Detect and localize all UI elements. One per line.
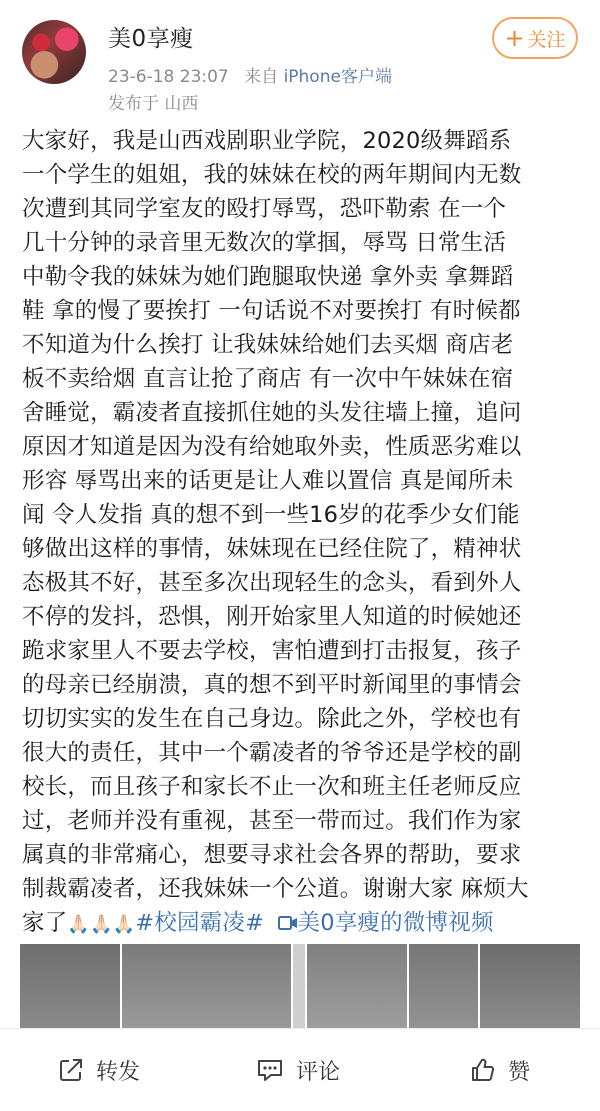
- post-body: [22, 124, 582, 940]
- post-text-line: 校长，而且孩子和家长不止一次和班主任老师反应: [22, 774, 522, 800]
- post-text-line: 态极其不好，甚至多次出现轻生的念头，看到外人: [22, 570, 522, 596]
- post-text-line: 过，老师并没有重视，甚至一带而过。我们作为家: [22, 808, 522, 834]
- image-thumbnail[interactable]: [122, 944, 291, 1028]
- follow-button[interactable]: [492, 17, 578, 59]
- repost-button[interactable]: [58, 1055, 140, 1085]
- comment-label: 评论: [296, 1059, 341, 1085]
- post-text-line: 中勒令我的妹妹为她们跑腿取快递 拿外卖 拿舞蹈: [22, 264, 514, 290]
- share-icon: [58, 1057, 84, 1083]
- post-last-line: [22, 906, 582, 940]
- video-link-icon: [278, 915, 298, 931]
- image-thumbnail[interactable]: [480, 944, 580, 1028]
- image-thumbnail[interactable]: [409, 944, 479, 1028]
- source-client[interactable]: iPhone客户端: [283, 67, 392, 87]
- comment-button[interactable]: [256, 1055, 340, 1085]
- post-text-line: 制裁霸凌者，还我妹妹一个公道。谢谢大家 麻烦大: [22, 876, 529, 902]
- video-link[interactable]: [278, 910, 494, 936]
- post-text-line: 板不卖给烟 直言让抢了商店 有一次中午妹妹在宿: [22, 366, 514, 392]
- like-button[interactable]: [470, 1055, 530, 1085]
- post-location: 发布于 山西: [108, 94, 199, 114]
- post-text-line: 形容 辱骂出来的话更是让人难以置信 真是闻所未: [22, 468, 514, 494]
- pray-emoji: 🙏🏻🙏🏻🙏🏻: [67, 914, 136, 935]
- post-text-line: 不知道为什么挨打 让我妹妹给她们去买烟 商店老: [22, 332, 514, 358]
- repost-label: 转发: [96, 1059, 141, 1085]
- post-text-line: 次遭到其同学室友的殴打辱骂，恐吓勒索 在一个: [22, 196, 507, 222]
- comment-icon: [256, 1057, 284, 1083]
- video-link-label: 美0享瘦的微博视频: [297, 910, 494, 936]
- follow-label: 关注: [527, 28, 566, 51]
- post-time: 23-6-18 23:07: [108, 67, 229, 87]
- like-label: 赞: [508, 1059, 531, 1085]
- post-text-line: 跪求家里人不要去学校，害怕遭到打击报复，孩子: [22, 638, 522, 664]
- post-text-line: 原因才知道是因为没有给她取外卖，性质恶劣难以: [22, 434, 522, 460]
- thumbs-up-icon: [470, 1057, 496, 1083]
- user-name[interactable]: 美0享瘦: [108, 26, 194, 52]
- post-meta: [108, 62, 392, 87]
- post-text-line: 的母亲已经崩溃，真的想不到平时新闻里的事情会: [22, 672, 522, 698]
- avatar[interactable]: [22, 20, 86, 84]
- image-thumbnail[interactable]: [293, 944, 305, 1028]
- image-thumbnail[interactable]: [307, 944, 407, 1028]
- post-header: [0, 0, 600, 120]
- post-text-tail: 家了: [22, 910, 68, 936]
- post-text-line: 闻 令人发指 真的想不到一些16岁的花季少女们能: [22, 502, 520, 528]
- image-preview-strip[interactable]: [20, 944, 580, 1028]
- post-text-line: 很大的责任，其中一个霸凌者的爷爷还是学校的副: [22, 740, 522, 766]
- source-prefix: 来自: [244, 67, 279, 87]
- post-text-line: 一个学生的姐姐，我的妹妹在校的两年期间内无数: [22, 162, 522, 188]
- post-text-line: 不停的发抖，恐惧，刚开始家里人知道的时候她还: [22, 604, 522, 630]
- post-text-line: 大家好，我是山西戏剧职业学院，2020级舞蹈系: [22, 128, 512, 154]
- post-text-line: 鞋 拿的慢了要挨打 一句话说不对要挨打 有时候都: [22, 298, 521, 324]
- post-text-line: 属真的非常痛心，想要寻求社会各界的帮助，要求: [22, 842, 522, 868]
- post-text-line: 几十分钟的录音里无数次的掌掴，辱骂 日常生活: [22, 230, 507, 256]
- hashtag-link[interactable]: #校园霸凌#: [135, 910, 265, 936]
- post-text-line: 够做出这样的事情，妹妹现在已经住院了，精神状: [22, 536, 522, 562]
- post-text-line: 舍睡觉，霸凌者直接抓住她的头发往墙上撞，追问: [22, 400, 522, 426]
- plus-icon: +: [504, 24, 525, 52]
- action-bar: [0, 1028, 600, 1111]
- image-thumbnail[interactable]: [20, 944, 120, 1028]
- post-text-line: 切切实实的发生在自己身边。除此之外，学校也有: [22, 706, 522, 732]
